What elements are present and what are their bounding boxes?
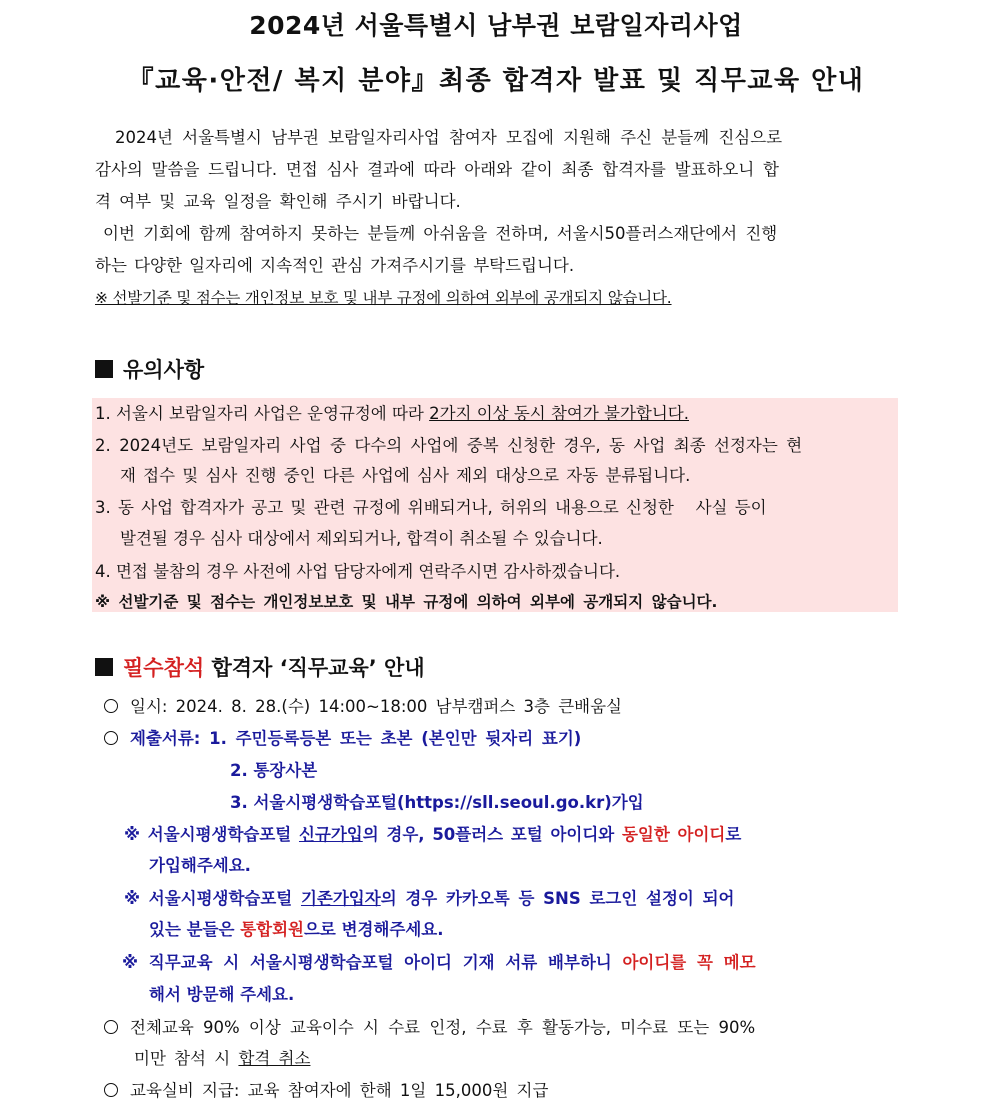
documents-label: 제출서류:: [130, 729, 210, 748]
note-text: ※ 직무교육 시 서울시평생학습포털 아이디 기재 서류 배부하니: [122, 953, 623, 972]
intro-line: 하는 다양한 일자리에 지속적인 관심 가져주시기를 부탁드립니다.: [95, 256, 575, 275]
note-text: 의 경우 카카오톡 등 SNS 로그인 설정이 되어: [380, 889, 735, 908]
document-item: 1. 주민등록등본 또는 초본 (본인만 뒷자리 표기): [209, 729, 582, 748]
intro-line: 2024년 서울특별시 남부권 보람일자리사업 참여자 모집에 지원해 주신 분들께 진심으로: [115, 128, 783, 147]
intro-disclaimer: ※ 선발기준 및 점수는 개인정보 보호 및 내부 규정에 의하여 외부에 공개되지 않습니다.: [95, 289, 672, 307]
note-text: ※ 서울시평생학습포털: [124, 825, 299, 844]
square-bullet-icon: [95, 360, 113, 378]
note-emphasis: 신규가입: [298, 825, 363, 844]
intro-line: 이번 기회에 함께 참여하지 못하는 분들께 아쉬움을 전하며, 서울시50플러스재단에서 진행: [103, 224, 778, 243]
circle-bullet-icon: [104, 1083, 118, 1097]
notice-item-2: 2. 2024년도 보람일자리 사업 중 다수의 사업에 중복 신청한 경우, 동 사업 최종 선정자는 현: [95, 436, 803, 455]
notice-item-3: 3. 동 사업 합격자가 공고 및 관련 규정에 위배되거나, 허위의 내용으로 신청한 사실 등이: [95, 498, 767, 517]
training-heading-text: 합격자 ‘직무교육’ 안내: [211, 656, 425, 680]
notice-item-text: 1. 서울시 보람일자리 사업은 운영규정에 따라: [95, 404, 430, 423]
intro-line: 감사의 말씀을 드립니다. 면접 심사 결과에 따라 아래와 같이 최종 합격자를 발표하오니 합: [95, 160, 779, 179]
square-bullet-icon: [95, 658, 113, 676]
notice-item-emphasis: 2가지 이상 동시 참여가 불가합니다.: [429, 404, 689, 423]
document-title-line1: 2024년 서울특별시 남부권 보람일자리사업: [249, 11, 743, 40]
portal-note-2: [124, 885, 735, 909]
note-text: 의 경우, 50플러스 포털 아이디와: [362, 825, 622, 844]
circle-bullet-icon: [104, 731, 118, 745]
training-date: [104, 693, 622, 717]
document-item: 2. 통장사본: [230, 761, 318, 780]
portal-note-3-cont: 해서 방문해 주세요.: [149, 985, 295, 1004]
document-item: 3. 서울시평생학습포털(https://sll.seoul.go.kr)가입: [230, 793, 644, 812]
note-text: 로: [725, 825, 742, 844]
notice-item-3-cont: 발견될 경우 심사 대상에서 제외되거나, 합격이 취소될 수 있습니다.: [120, 529, 603, 548]
note-emphasis: 기존가입자: [300, 889, 381, 908]
training-heading-required: 필수참석: [123, 656, 205, 680]
document-title-line2: 『교육·안전/ 복지 분야』최종 합격자 발표 및 직무교육 안내: [127, 66, 865, 96]
allowance-text: 교육실비 지급: 교육 참여자에 한해 1일 15,000원 지급: [130, 1081, 549, 1100]
circle-bullet-icon: [104, 1020, 118, 1034]
note-text: 있는 분들은: [149, 920, 241, 939]
portal-note-1-cont: 가입해주세요.: [149, 856, 251, 875]
notice-item-4: 4. 면접 불참의 경우 사전에 사업 담당자에게 연락주시면 감사하겠습니다.: [95, 562, 621, 581]
note-text: 으로 변경해주세요.: [303, 920, 444, 939]
notice-item-2-cont: 재 접수 및 심사 진행 중인 다른 사업에 심사 제외 대상으로 자동 분류됩니다.: [120, 466, 691, 485]
training-documents: [104, 725, 581, 749]
note-text: ※ 서울시평생학습포털: [124, 889, 301, 908]
note-emphasis: 동일한 아이디: [621, 825, 726, 844]
portal-note-1: [124, 821, 741, 845]
note-emphasis: 아이디를 꼭 메모: [622, 953, 756, 972]
training-date-text: 일시: 2024. 8. 28.(수) 14:00~18:00 남부캠퍼스 3층 큰배움실: [130, 697, 622, 716]
portal-note-3: [122, 949, 756, 973]
portal-note-2-cont: [149, 916, 443, 940]
notice-item-1: [95, 400, 689, 424]
intro-line: 격 여부 및 교육 일정을 확인해 주시기 바랍니다.: [95, 192, 461, 211]
completion-text: 미만 참석 시: [134, 1049, 239, 1068]
notice-heading: [95, 354, 204, 384]
circle-bullet-icon: [104, 699, 118, 713]
note-emphasis: 통합회원: [240, 920, 304, 939]
training-allowance: [104, 1077, 548, 1101]
training-heading: [95, 652, 425, 682]
notice-heading-text: 유의사항: [123, 358, 205, 382]
completion-emphasis: 합격 취소: [238, 1049, 311, 1068]
completion-text: 전체교육 90% 이상 교육이수 시 수료 인정, 수료 후 활동가능, 미수료 또는 90%: [130, 1018, 756, 1037]
training-completion: [104, 1014, 755, 1038]
notice-disclaimer: ※ 선발기준 및 점수는 개인정보보호 및 내부 규정에 의하여 외부에 공개되지 않습니다.: [95, 593, 718, 611]
training-completion-cont: [134, 1045, 310, 1069]
